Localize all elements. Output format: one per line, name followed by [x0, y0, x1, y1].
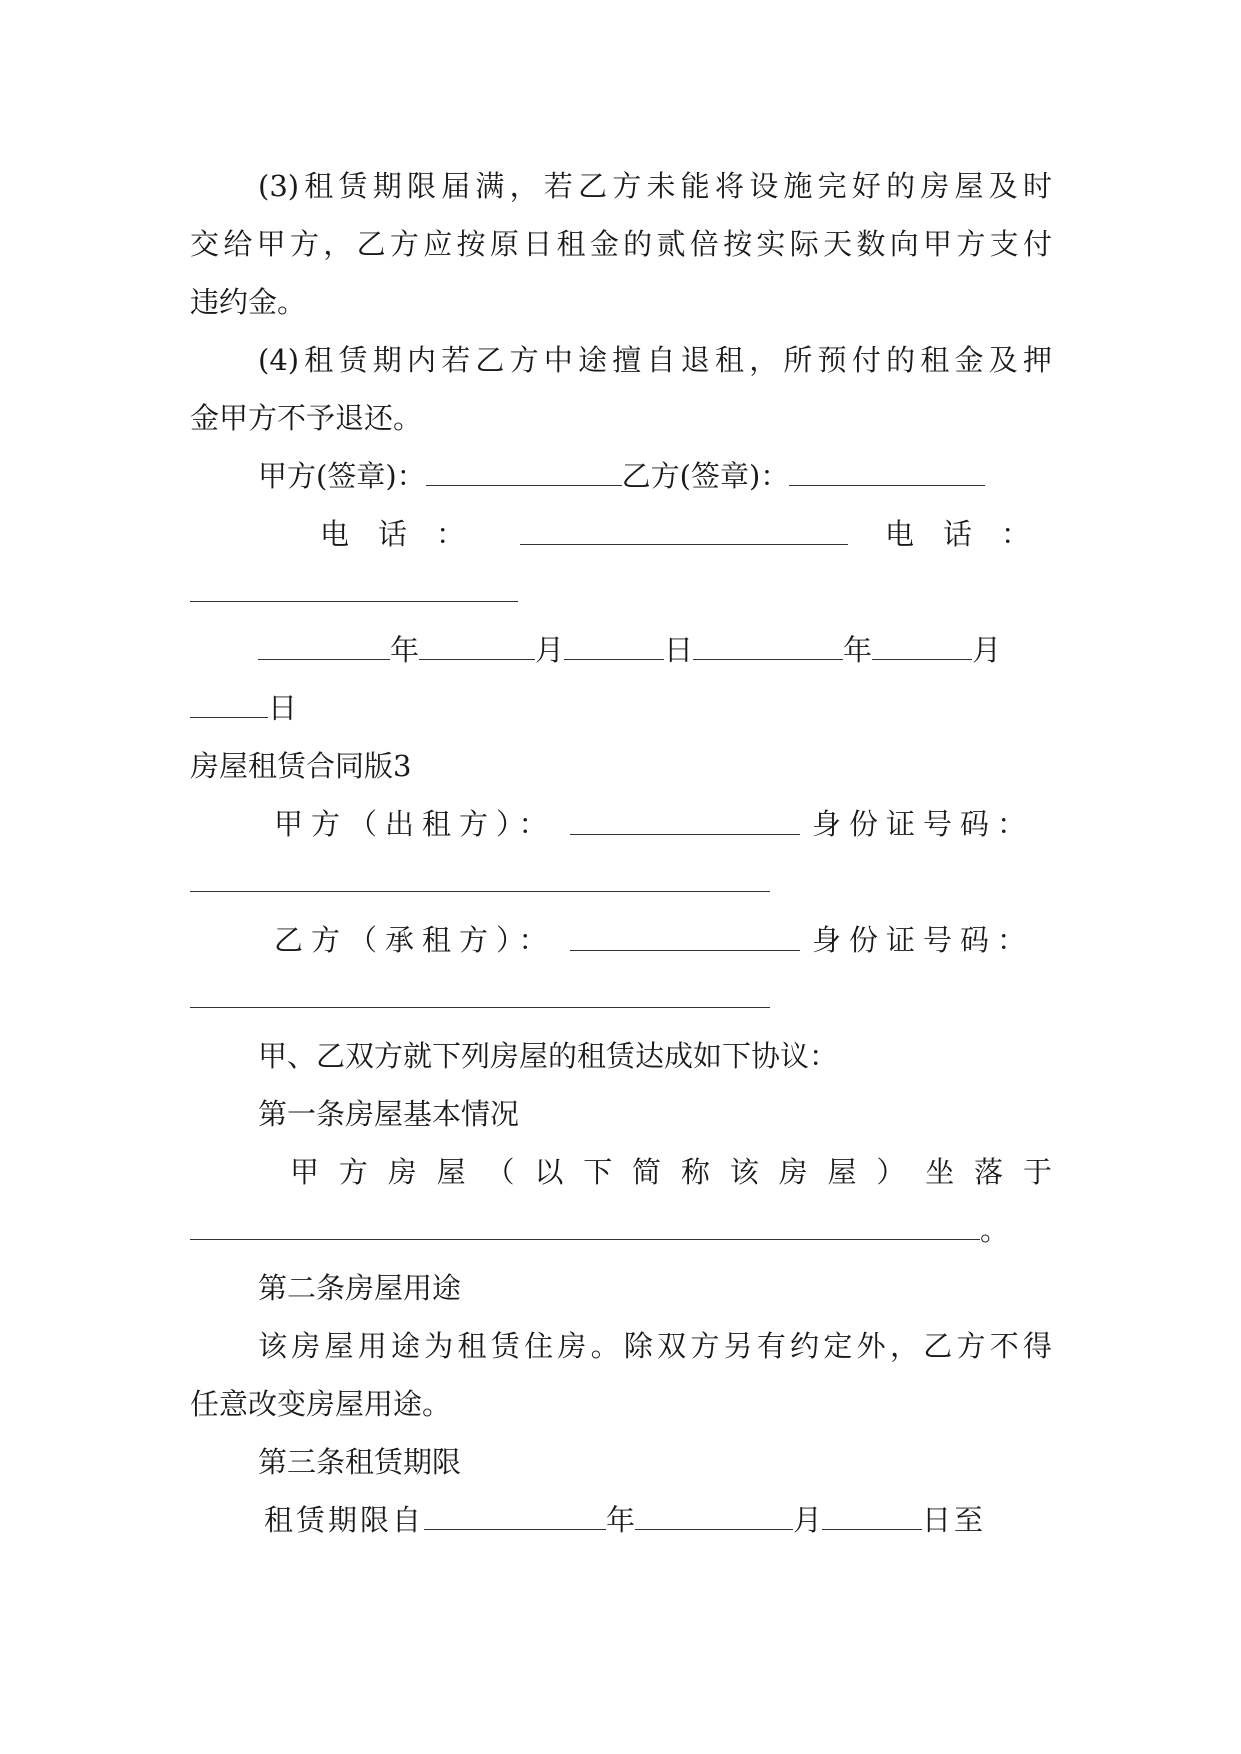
phone-line — [190, 514, 1052, 554]
party-a-month-blank[interactable] — [419, 631, 535, 660]
party-b-month-label: 月 — [972, 633, 1002, 667]
signature-line — [258, 456, 1052, 496]
lease-start-year-blank[interactable] — [424, 1501, 606, 1530]
party-a-year-blank[interactable] — [258, 631, 390, 660]
clause-3-line-3: 违约金。 — [190, 285, 307, 319]
party-b-day-blank[interactable] — [190, 689, 268, 718]
party-a-phone-blank[interactable] — [520, 516, 848, 545]
party-b-phone-blank[interactable] — [190, 573, 518, 602]
party-a-day-label: 日 — [664, 633, 694, 667]
lessor-name-blank[interactable] — [570, 806, 800, 835]
article-2-heading: 第二条房屋用途 — [258, 1271, 462, 1305]
clause-4-line-2: 金甲方不予退还。 — [190, 401, 423, 435]
lessee-id-blank[interactable] — [190, 979, 770, 1008]
party-a-signature-blank[interactable] — [426, 457, 622, 486]
party-a-month-label: 月 — [535, 633, 565, 667]
party-b-day-label: 日 — [268, 691, 298, 725]
party-a-phone-label: 电 话 ： — [320, 517, 466, 551]
lease-start-month-label: 月 — [793, 1503, 823, 1537]
lease-term-line — [264, 1500, 1054, 1540]
agreement-intro: 甲、乙双方就下列房屋的租赁达成如下协议： — [258, 1039, 839, 1073]
lessee-id-label: 身份证号码： — [812, 923, 1035, 957]
article-1-address-line — [190, 1210, 1052, 1250]
lessor-id-blank[interactable] — [190, 863, 770, 892]
article-3-heading: 第三条租赁期限 — [258, 1445, 462, 1479]
party-b-signature-blank[interactable] — [789, 457, 985, 486]
date-line-2 — [190, 688, 1052, 728]
party-b-phone-blank-line — [190, 572, 1052, 612]
lease-term-prefix: 租赁期限自 — [264, 1503, 425, 1537]
party-b-signature-label: 乙方(签章)： — [621, 459, 790, 493]
lessor-line — [190, 804, 1052, 844]
lessee-label: 乙方（承租方）： — [274, 923, 556, 957]
article-1-text: 甲方房屋（以下简称该房屋）坐落于 — [290, 1155, 1052, 1189]
lease-start-month-blank[interactable] — [635, 1501, 793, 1530]
date-line — [258, 630, 1052, 670]
lessee-name-blank[interactable] — [570, 922, 800, 951]
clause-3-line-2: 交给甲方，乙方应按原日租金的贰倍按实际天数向甲方支付 — [190, 227, 1052, 261]
lessee-id-blank-line — [190, 978, 1052, 1018]
lessee-line — [190, 920, 1052, 960]
party-a-year-label: 年 — [390, 633, 420, 667]
clause-3-line-1: (3)租赁期限届满，若乙方未能将设施完好的房屋及时 — [258, 169, 1052, 203]
party-a-day-blank[interactable] — [564, 631, 664, 660]
contract-title: 房屋租赁合同版3 — [190, 749, 412, 783]
lease-term-suffix: 日至 — [922, 1503, 987, 1537]
house-address-blank[interactable] — [190, 1211, 980, 1240]
lease-start-day-blank[interactable] — [822, 1501, 922, 1530]
party-b-year-label: 年 — [843, 633, 873, 667]
article-2-line-2: 任意改变房屋用途。 — [190, 1387, 452, 1421]
party-b-year-blank[interactable] — [693, 631, 843, 660]
party-b-phone-label: 电 话 ： — [885, 517, 1031, 551]
article-2-line-1: 该房屋用途为租赁住房。除双方另有约定外，乙方不得 — [258, 1329, 1052, 1363]
article-1-heading: 第一条房屋基本情况 — [258, 1097, 520, 1131]
clause-4-line-1: (4)租赁期内若乙方中途擅自退租，所预付的租金及押 — [258, 343, 1052, 377]
lessor-label: 甲方（出租方）： — [274, 807, 556, 841]
party-a-signature-label: 甲方(签章)： — [258, 459, 426, 493]
lease-start-year-label: 年 — [606, 1503, 636, 1537]
article-1-end: 。 — [980, 1213, 1010, 1247]
lessor-id-blank-line — [190, 862, 1052, 902]
lessor-id-label: 身份证号码： — [812, 807, 1035, 841]
party-b-month-blank[interactable] — [872, 631, 972, 660]
